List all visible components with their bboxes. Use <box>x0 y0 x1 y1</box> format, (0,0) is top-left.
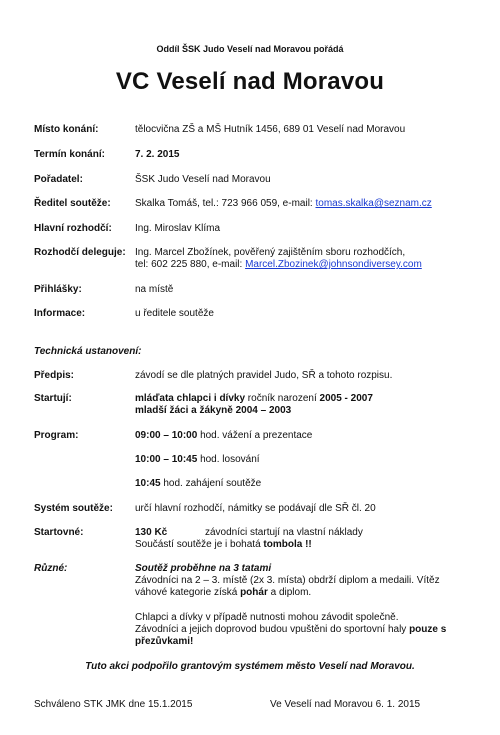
misc-line-6: přezůvkami! <box>135 636 194 647</box>
misc-line-1: Soutěž proběhne na 3 tatami <box>135 563 272 574</box>
applications-label: Přihlášky: <box>34 284 82 295</box>
program-item-1 <box>135 430 312 441</box>
misc-line-4: Chlapci a dívky v případě nutnosti mohou závodit společně. <box>135 612 399 623</box>
approval-line: Schváleno STK JMK dne 15.1.2015 <box>34 699 193 710</box>
misc-trophy-prefix: váhové kategorie získá <box>135 587 238 598</box>
fee-label: Startovné: <box>34 527 84 538</box>
misc-line-2: Závodníci na 2 – 3. místě (2x 3. místa) obdrží diplom a medaili. Vítěz <box>135 575 440 586</box>
program-time-2: 10:00 – 10:45 <box>135 454 198 465</box>
director-label: Ředitel soutěže: <box>34 198 111 209</box>
fee-amount: 130 Kč <box>135 527 168 538</box>
program-time-1: 09:00 – 10:00 <box>135 430 198 441</box>
program-time-3: 10:45 <box>135 478 161 489</box>
referees-line-2 <box>135 259 422 270</box>
start-line-1 <box>135 393 373 404</box>
information-label: Informace: <box>34 308 86 319</box>
date-value: 7. 2. 2015 <box>135 149 180 160</box>
start-year-label: ročník narození <box>247 393 317 404</box>
director-row <box>135 198 432 209</box>
misc-trophy: pohár <box>240 587 268 598</box>
rules-value: závodí se dle platných pravidel Judo, SŘ a tohoto rozpisu. <box>135 370 393 381</box>
director-email-link[interactable]: tomas.skalka@seznam.cz <box>315 198 432 209</box>
misc-hall-prefix: Závodníci a jejich doprovod budou vpuštěni do sportovní haly <box>135 624 407 635</box>
date-label: Termín konání: <box>34 149 105 160</box>
fee-tombola-prefix: Součástí soutěže je i bohatá <box>135 539 261 550</box>
organizer-line: Oddíl ŠSK Judo Veselí nad Moravou pořádá <box>156 44 344 54</box>
venue-value: tělocvična ZŠ a MŠ Hutník 1456, 689 01 Veselí nad Moravou <box>135 124 406 135</box>
organizer-label: Pořadatel: <box>34 174 83 185</box>
referees-line-1: Ing. Marcel Zbožínek, pověřený zajištěním sboru rozhodčích, <box>135 247 406 258</box>
organizer-value: ŠSK Judo Veselí nad Moravou <box>135 174 271 185</box>
director-value: Skalka Tomáš, tel.: 723 966 059, e-mail: <box>135 198 313 209</box>
misc-line-5 <box>135 624 446 635</box>
program-item-3 <box>135 478 261 489</box>
chief-referee-label: Hlavní rozhodčí: <box>34 223 112 234</box>
start-years-1: 2005 - 2007 <box>319 393 373 404</box>
misc-line-3 <box>135 587 311 598</box>
rules-label: Předpis: <box>34 370 75 381</box>
technical-heading: Technická ustanovení: <box>34 346 142 357</box>
system-value: určí hlavní rozhodčí, námitky se podávají dle SŘ čl. 20 <box>135 503 376 514</box>
page-title: VC Veselí nad Moravou <box>115 68 385 95</box>
start-group-1: mláďata chlapci i dívky <box>135 393 246 404</box>
program-text-3: hod. zahájení soutěže <box>163 478 262 489</box>
program-text-1: hod. vážení a prezentace <box>200 430 313 441</box>
applications-value: na místě <box>135 284 174 295</box>
information-value: u ředitele soutěže <box>135 308 214 319</box>
misc-hall-bold: pouze s <box>409 624 447 635</box>
program-item-2 <box>135 454 260 465</box>
fee-tombola: tombola !! <box>263 539 312 550</box>
start-line-2: mladší žáci a žákyně 2004 – 2003 <box>135 405 292 416</box>
chief-referee-value: Ing. Miroslav Klíma <box>135 223 221 234</box>
system-label: Systém soutěže: <box>34 503 113 514</box>
venue-label: Místo konání: <box>34 124 99 135</box>
start-label: Startují: <box>34 393 72 404</box>
support-note: Tuto akci podpořilo grantovým systémem město Veselí nad Moravou. <box>85 661 415 672</box>
referees-phone: tel: 602 225 880, e-mail: <box>135 259 243 270</box>
referees-email-link[interactable]: Marcel.Zbozinek@johnsondiversey.com <box>245 259 422 270</box>
program-label: Program: <box>34 430 79 441</box>
misc-trophy-suffix: a diplom. <box>270 587 312 598</box>
program-text-2: hod. losování <box>200 454 260 465</box>
referees-label: Rozhodčí deleguje: <box>34 247 126 258</box>
fee-line-2 <box>135 539 312 550</box>
place-date-line: Ve Veselí nad Moravou 6. 1. 2015 <box>270 699 421 710</box>
fee-text: závodníci startují na vlastní náklady <box>205 527 363 538</box>
misc-label: Různé: <box>34 563 68 574</box>
